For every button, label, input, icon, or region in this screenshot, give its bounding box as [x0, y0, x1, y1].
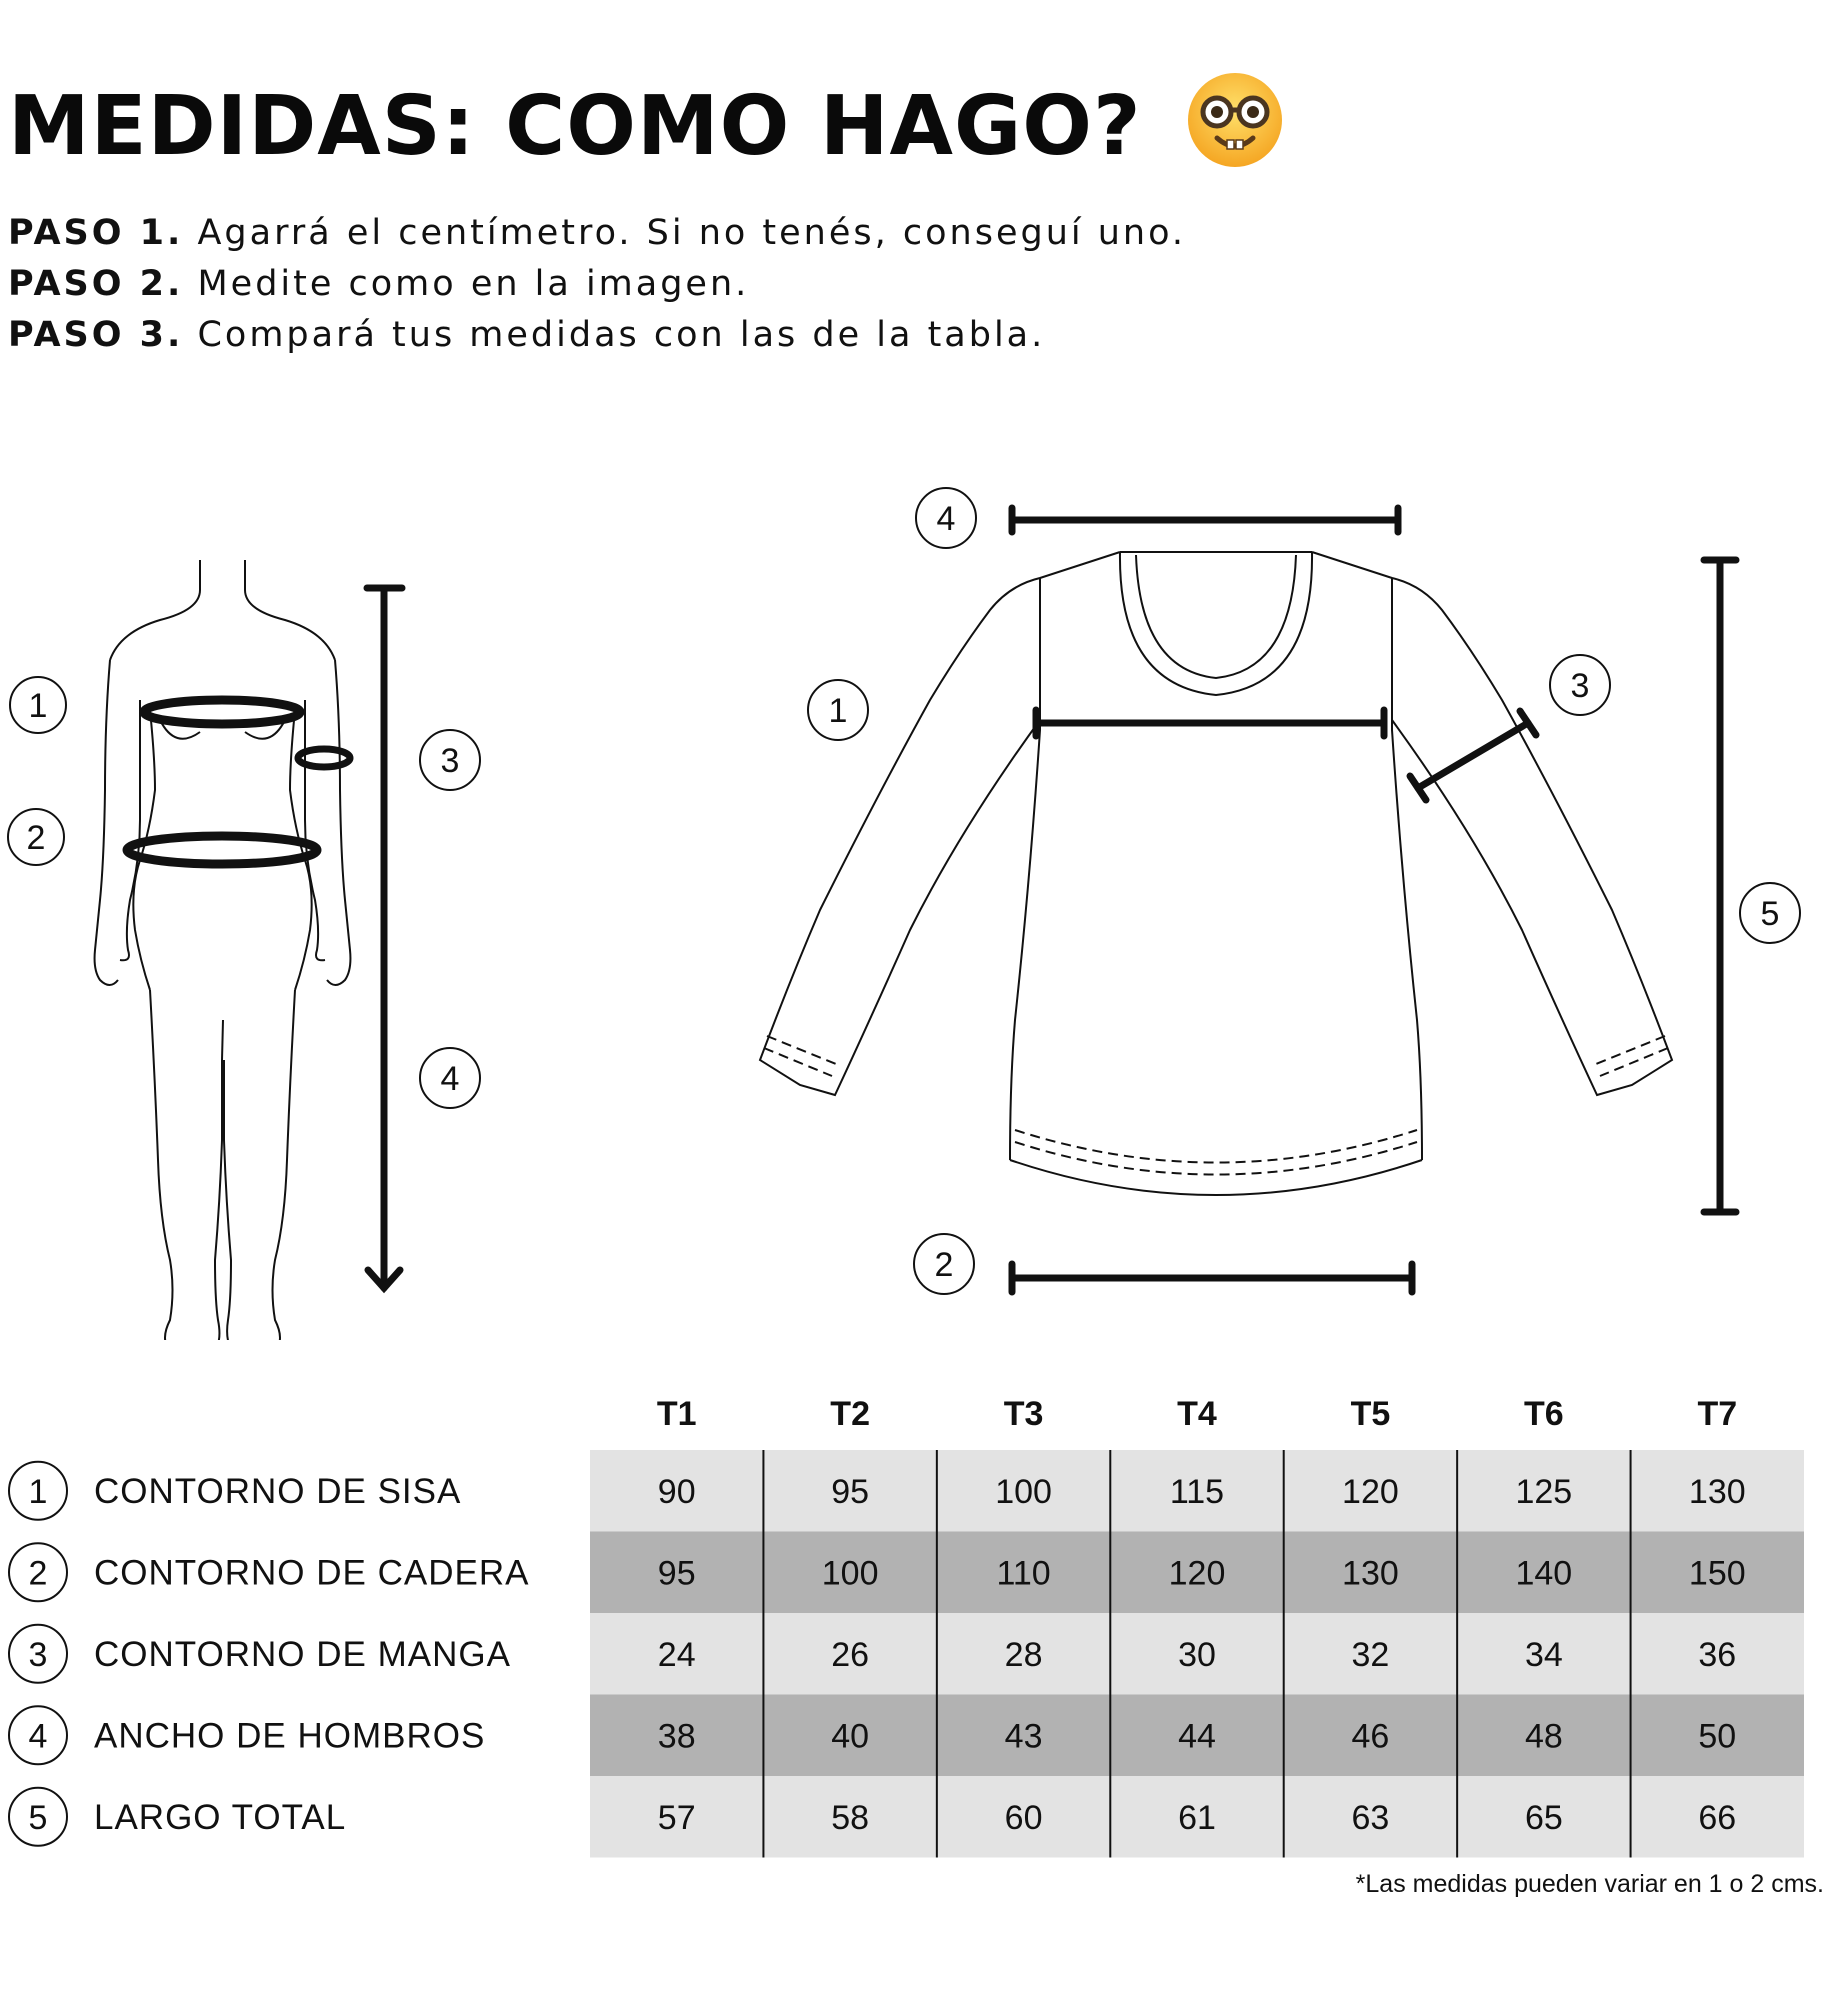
- table-cell: 36: [1698, 1635, 1737, 1674]
- row-label: CONTORNO DE CADERA: [94, 1553, 530, 1593]
- table-cell: 95: [657, 1554, 696, 1593]
- nerd-face-icon: [1185, 70, 1285, 193]
- table-cell: 40: [831, 1717, 870, 1756]
- measurement-diagrams: [0, 460, 1848, 1340]
- step-text: Agarrá el centímetro. Si no tenés, conseguí uno.: [197, 213, 1187, 253]
- table-cell: 26: [831, 1635, 870, 1674]
- table-cell: 130: [1342, 1554, 1399, 1593]
- table-cell: 48: [1524, 1717, 1563, 1756]
- table-cell: 24: [657, 1635, 696, 1674]
- svg-text:5: 5: [1760, 895, 1780, 933]
- svg-text:3: 3: [1570, 667, 1590, 705]
- column-header: T1: [656, 1395, 697, 1433]
- row-number: 1: [28, 1472, 48, 1511]
- table-cell: 44: [1178, 1717, 1216, 1756]
- step-label: PASO 2.: [8, 264, 184, 304]
- step-1: [8, 208, 1186, 259]
- shirt-marker-4: [916, 488, 976, 548]
- bust-width-line: [1036, 710, 1384, 736]
- row-number: 3: [28, 1635, 48, 1674]
- table-cell: 66: [1698, 1798, 1737, 1837]
- table-cell: 90: [657, 1472, 696, 1511]
- row-number: 2: [28, 1554, 48, 1593]
- svg-text:1: 1: [28, 687, 48, 725]
- table-cell: 46: [1351, 1717, 1390, 1756]
- row-label: CONTORNO DE SISA: [94, 1471, 462, 1511]
- table-cell: 63: [1351, 1798, 1390, 1837]
- row-number: 5: [28, 1798, 48, 1837]
- table-cell: 125: [1515, 1472, 1573, 1511]
- table-cell: 60: [1004, 1798, 1043, 1837]
- shirt-marker-3: [1550, 655, 1610, 715]
- bust-band: [144, 700, 300, 724]
- row-label: LARGO TOTAL: [94, 1797, 347, 1837]
- measurement-note: *Las medidas pueden variar en 1 o 2 cms.: [1355, 1870, 1824, 1898]
- svg-text:2: 2: [934, 1246, 954, 1284]
- table-cell: 61: [1178, 1798, 1216, 1837]
- shirt-marker-2: [914, 1234, 974, 1294]
- table-cell: 57: [657, 1798, 696, 1837]
- table-cell: 140: [1515, 1554, 1573, 1593]
- table-cell: 120: [1168, 1554, 1226, 1593]
- step-text: Compará tus medidas con las de la tabla.: [197, 315, 1046, 355]
- body-marker-3: [420, 730, 480, 790]
- column-header: T2: [830, 1395, 870, 1433]
- size-table: [0, 1390, 1848, 1860]
- shoulder-width-line: [1012, 508, 1398, 532]
- body-length-arrow: [367, 588, 402, 1288]
- table-cell: 58: [831, 1798, 870, 1837]
- table-cell: 34: [1524, 1635, 1563, 1674]
- table-cell: 43: [1004, 1717, 1043, 1756]
- table-cell: 95: [831, 1472, 870, 1511]
- table-cell: 130: [1688, 1472, 1746, 1511]
- table-cell: 110: [996, 1554, 1051, 1593]
- step-text: Medite como en la imagen.: [197, 264, 750, 304]
- page-title: [8, 70, 1285, 193]
- body-marker-1: [10, 677, 66, 733]
- svg-text:2: 2: [26, 819, 46, 857]
- body-marker-2: [8, 809, 64, 865]
- body-figure-illustration: [95, 560, 351, 1340]
- table-cell: 32: [1351, 1635, 1390, 1674]
- svg-text:1: 1: [828, 692, 848, 730]
- column-header: T6: [1524, 1395, 1564, 1433]
- body-marker-4: [420, 1048, 480, 1108]
- table-cell: 28: [1004, 1635, 1043, 1674]
- step-3: [8, 310, 1186, 361]
- svg-text:4: 4: [440, 1060, 460, 1098]
- table-cell: 38: [657, 1717, 696, 1756]
- row-number: 4: [28, 1717, 48, 1756]
- column-header: T7: [1697, 1395, 1738, 1433]
- column-header: T5: [1350, 1395, 1391, 1433]
- steps-list: [8, 208, 1186, 361]
- hip-band: [127, 836, 317, 864]
- table-cell: 150: [1688, 1554, 1746, 1593]
- shirt-illustration: [760, 552, 1672, 1195]
- shirt-marker-5: [1740, 883, 1800, 943]
- table-cell: 120: [1342, 1472, 1399, 1511]
- table-cell: 65: [1524, 1798, 1563, 1837]
- svg-text:4: 4: [936, 500, 956, 538]
- hem-width-line: [1012, 1264, 1412, 1292]
- row-label: CONTORNO DE MANGA: [94, 1634, 511, 1674]
- step-2: [8, 259, 1186, 310]
- title-text: MEDIDAS: COMO HAGO?: [8, 78, 1142, 174]
- total-length-line: [1704, 560, 1736, 1212]
- table-cell: 100: [821, 1554, 879, 1593]
- table-cell: 30: [1178, 1635, 1216, 1674]
- step-label: PASO 3.: [8, 315, 184, 355]
- table-cell: 50: [1698, 1717, 1737, 1756]
- table-cell: 100: [995, 1472, 1052, 1511]
- table-cell: 115: [1169, 1472, 1225, 1511]
- column-header: T3: [1003, 1395, 1044, 1433]
- svg-text:3: 3: [440, 742, 460, 780]
- shirt-marker-1: [808, 680, 868, 740]
- step-label: PASO 1.: [8, 213, 184, 253]
- sleeve-width-line: [1410, 711, 1536, 800]
- column-header: T4: [1177, 1395, 1217, 1433]
- row-label: ANCHO DE HOMBROS: [94, 1716, 486, 1756]
